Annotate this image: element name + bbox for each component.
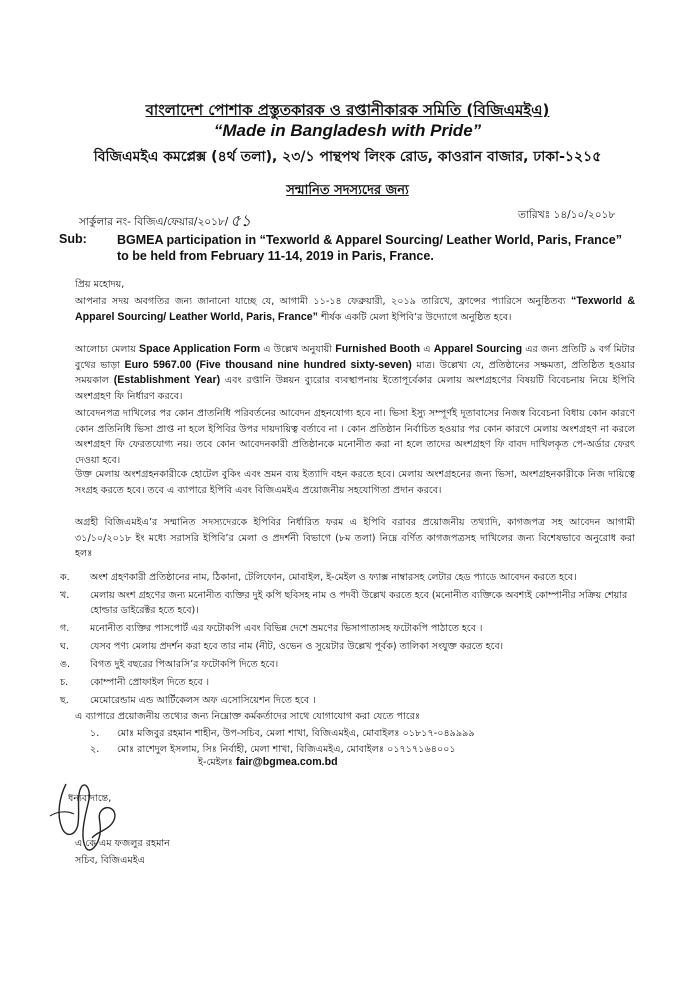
list-item: ঘ. যেসব পণ্য মেলায় প্রদর্শন করা হবে তার নাম (নীট, ওভেন ও সুয়েটার উল্লেখ পূর্বক) তালিকা সংযুক্ত করতে হবে। <box>60 641 504 652</box>
email-link[interactable]: fair@bgmea.com.bd <box>235 756 338 768</box>
audience-heading: সন্মানিত সদস্যদের জন্য <box>286 183 409 198</box>
contacts-list <box>90 726 475 758</box>
circular-handwritten-number: ৫১ <box>230 213 252 230</box>
list-item: চ. কোম্পানী প্রোফাইল দিতে হবে । <box>60 677 210 688</box>
list-item: ২. মোঃ রাশেদুল ইসলাম, সিঃ নির্বাহী, মেলা শাখা, বিজিএমইএ, মোবাইলঃ ০১৭১৭১৬৪০০১ <box>90 744 456 755</box>
circular-label: সার্কুলার নং- বিজিএ/ফেয়ার/২০১৮/ <box>79 216 229 228</box>
requirements-list <box>60 570 640 711</box>
paragraph-booth-fee: আলোচ্য মেলায় Space Application Form এ উল্লেখ অনুযায়ী Furnished Booth এ Apparel Sourcing এর জন্য প্রতিটি ৯ বর্গ মিটার বুথের ভাড়া Euro 5967.00 (Five thousand nine hundred sixty-seven) মাত্র। উল্লেখ্য যে, প্রতিষ্ঠানের সক্ষমতা, প্রতিষ্ঠিত হওয়ার সময়কাল (Establishment Year) এবং রপ্তানি উন্নয়ন ব্যুরোর ব্যবস্থাপনায় ইতোপূর্বেকার মেলায় অংশগ্রহণের বিষয়টি বিবেচনায় নিয়ে ইপিবি অংশগ্রহণ ফি নির্ধারণ করবে। <box>75 343 635 402</box>
closing-text: ধন্যবাদান্তে, <box>68 793 112 804</box>
greeting: প্রিয় মহোদয়, <box>75 279 125 290</box>
list-item: ছ. মেমোরেন্ডাম এন্ড আর্টিকেলস অফ এসোসিয়েশন দিতে হবে । <box>60 695 316 706</box>
signatory-name: এ কে এম ফজলুর রহমান <box>75 838 170 849</box>
tagline: “Made in Bangladesh with Pride” <box>213 121 482 140</box>
list-item: ১. মোঃ মজিবুর রহমান শাহীন, উপ-সচিব, মেলা শাখা, বিজিএমইএ, মোবাইলঃ ০১৮১৭-০৪৯৯৯৯ <box>90 728 475 739</box>
circular-date: তারিখঃ ১৪/১০/২০১৮ <box>518 209 616 221</box>
paragraph-announcement: আপনার সদয় অবগতির জন্য জানানো যাচ্ছে যে, আগামী ১১-১৪ ফেব্রুয়ারী, ২০১৯ তারিখে, ফ্রান্সের প্যারিসে অনুষ্ঠিতব্য “Texworld & Apparel Sourcing/ Leather World, Paris, France” শীর্ষক একটি মেলা ইপিবি’র উদ্যোগে অনুষ্ঠিত হবে। <box>75 295 635 323</box>
list-item: ঙ. বিগত দুই বছরের পিআরসি’র ফটোকপি দিতে হবে। <box>60 659 279 670</box>
org-address: বিজিএমইএ কমপ্লেক্স (৪র্থ তলা), ২৩/১ পান্থপথ লিংক রোড, কাওরান বাজার, ঢাকা-১২১৫ <box>93 149 602 165</box>
list-item: ক. অংশ গ্রহণকারী প্রতিষ্ঠানের নাম, ঠিকানা, টেলিফোন, মোবাইল, ই-মেইল ও ফ্যাক্স নাম্বারসহ লেটার হেড প্যাডে আবেদন করতে হবে। <box>60 572 577 583</box>
list-item: খ. মেলায় অংশ গ্রহণের জন্য মনোনীত ব্যক্তির দুই কপি ছবিসহ নাম ও পদবী উল্লেখ করতে হবে (মনোনীত ব্যক্তিকে অবশ্যই কোম্পানীর সক্রিয় শেয়ার হোল্ডার ডাইরেক্টর হতে হবে)। <box>60 590 628 616</box>
paragraph-hotel-travel: উক্ত মেলায় অংশগ্রহনকারীকে হোটেল বুকিং এবং ভ্রমন ব্যয় ইত্যাদি বহন করতে হবে। মেলায় অংশগ্রহনের জন্য ভিসা, অংশগ্রহনকারীকে নিজ দায়িত্বে সংগ্রহ করতে হবে। তবে এ ব্যাপারে ইপিবি এবং বিজিএমইএ প্রয়োজনীয় সহযোগিতা প্রদান করবে। <box>75 469 635 496</box>
signatory-designation: সচিব, বিজিএমইএ <box>75 855 146 866</box>
circular-number <box>79 208 251 235</box>
subject-label: Sub: <box>59 232 87 246</box>
paragraph-application-request: অগ্রহী বিজিএমইএ’র সম্মানিত সদস্যদেরকে ইপিবির নির্ধারিত ফরম এ ইপিবি বরাবর প্রয়োজনীয় তথ্যাদি, কাগজপত্র সহ আবেদন আগামী ৩১/১০/২০১৮ ইং মধ্যে সরাসরি ইপিবি’র মেলা ও প্রদর্শনী বিভাগে (৮ম তলা) নিম্নে বর্ণিত কাগজপত্রসহ দাখিলের জন্য বিশেষভাবে অনুরোধ করা হলঃ <box>75 517 635 559</box>
org-name: বাংলাদেশ পোশাক প্রস্তুতকারক ও রপ্তানীকারক সমিতি (বিজিএমইএ) <box>145 101 550 119</box>
paragraph-visa-terms: আবেদনপত্র দাখিলের পর কোন প্রাতনিধি পরিবর্তনের আবেদন গ্রহনযোগ্য হবে না। ভিসা ইস্যু সম্পূর্ণই দূতাবাসের নিজস্ব বিবেচনা বিধায় কোন কারণে কোন প্রতিনিধি ভিসা প্রাপ্ত না হলে ইপিবির উপর দায়দায়িত্ব বর্তাবে না । কোন প্রতিষ্ঠান নির্বাচিত হওয়ার পর কোন কারণে মেলায় অংশগ্রহণ না করলে অংশগ্রহণ ফি ফেরতযোগ্য নয়। তবে কোন আবেদনকারী প্রতিষ্ঠানকে মনোনীত করা না হলে তাদের অংশগ্রহণ ফি বাবদ দাখিলকৃত পে-অর্ডার ফেরৎ দেওয়া হবে। <box>75 408 635 466</box>
contact-intro: এ ব্যাপারে প্রয়োজনীয় তথ্যের জন্য নিম্নোক্ত কর্মকর্তাদের সাথে যোগাযোগ করা যেতে পারেঃ <box>75 711 421 722</box>
subject-text: BGMEA participation in “Texworld & Apparel Sourcing/ Leather World, Paris, France” to be held from February 11-14, 2019 in Paris, France. <box>117 233 622 263</box>
list-item: গ. মনোনীত ব্যক্তির পাসপোর্ট এর ফটোকপি এবং বিভিন্ন দেশে ভ্রমণের ভিসাপাতাসহ ফটোকপি পাঠাতে হবে । <box>60 623 483 634</box>
contact-email: ই-মেইলঃ fair@bgmea.com.bd <box>198 756 338 768</box>
